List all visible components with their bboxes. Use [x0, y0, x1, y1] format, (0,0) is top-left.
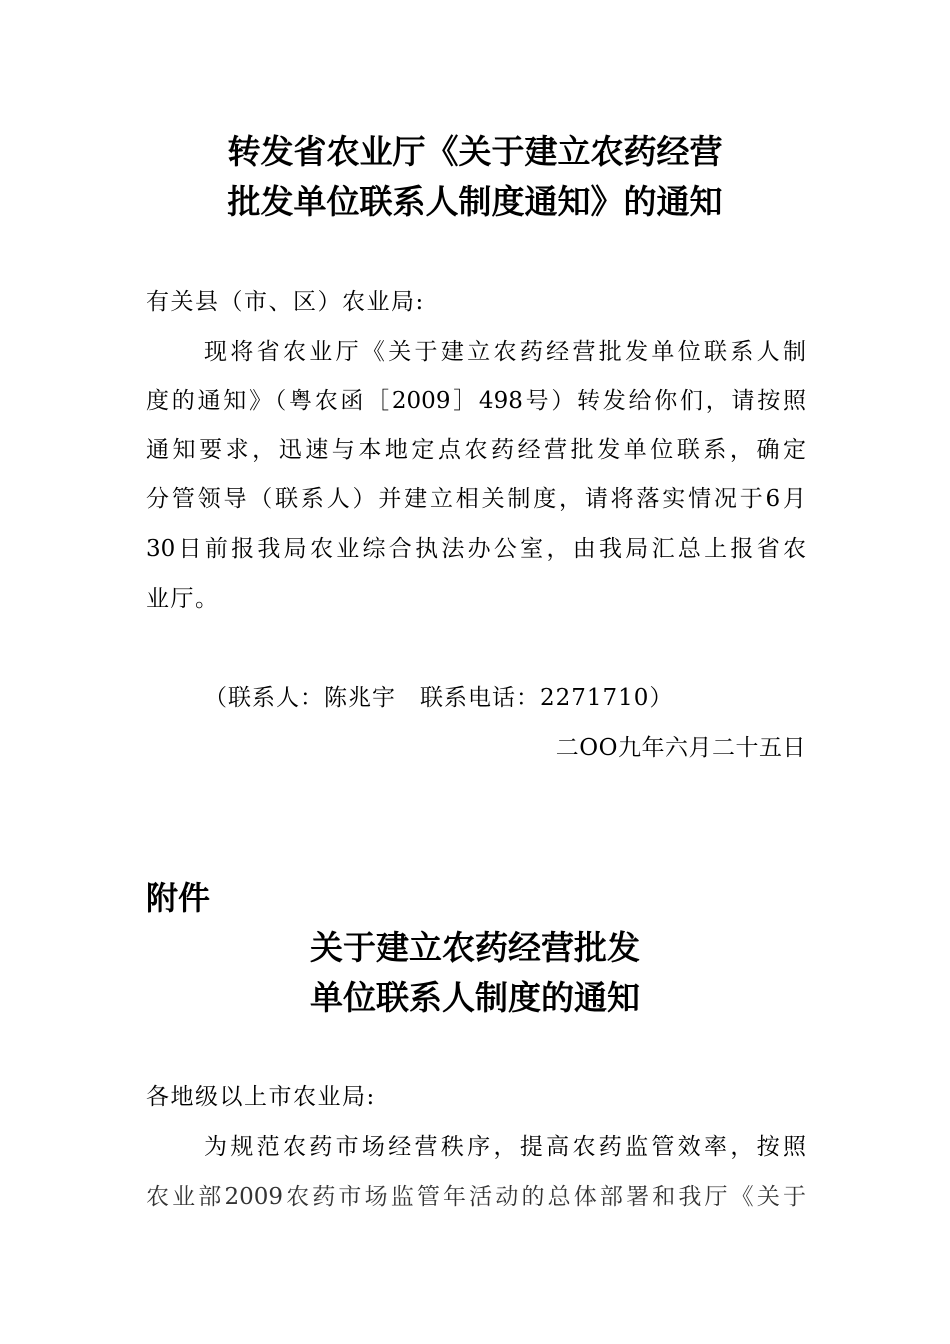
notice-body-line-2: 度的通知》（粤农函［2009］498号）转发给你们，请按照 — [146, 388, 806, 414]
notice-contact: （联系人：陈兆宇 联系电话：2271710） — [204, 685, 674, 711]
attachment-salutation: 各地级以上市农业局: — [146, 1084, 376, 1110]
notice-title-line-1: 转发省农业厅《关于建立农药经营 — [227, 132, 723, 171]
notice-body-line-4: 分管领导（联系人）并建立相关制度，请将落实情况于6月 — [146, 486, 806, 512]
notice-body-line-6: 业厅。 — [146, 586, 220, 612]
notice-body-line-3: 通知要求，迅速与本地定点农药经营批发单位联系，确定 — [146, 437, 806, 463]
attachment-body-line-2: 农业部2009农药市场监管年活动的总体部署和我厅《关于 — [146, 1184, 806, 1210]
notice-body-line-5: 30日前报我局农业综合执法办公室，由我局汇总上报省农 — [146, 536, 806, 562]
attachment-label: 附件 — [146, 879, 211, 917]
notice-title-line-2: 批发单位联系人制度通知》的通知 — [227, 182, 723, 221]
attachment-title-line-1: 关于建立农药经营批发 — [310, 928, 640, 967]
attachment-title-line-2: 单位联系人制度的通知 — [310, 978, 640, 1017]
notice-body-line-1: 现将省农业厅《关于建立农药经营批发单位联系人制 — [204, 339, 806, 365]
notice-salutation: 有关县（市、区）农业局: — [146, 289, 425, 315]
notice-date: 二OO九年六月二十五日 — [555, 735, 806, 761]
attachment-body-line-1: 为规范农药市场经营秩序，提高农药监管效率，按照 — [204, 1134, 806, 1160]
